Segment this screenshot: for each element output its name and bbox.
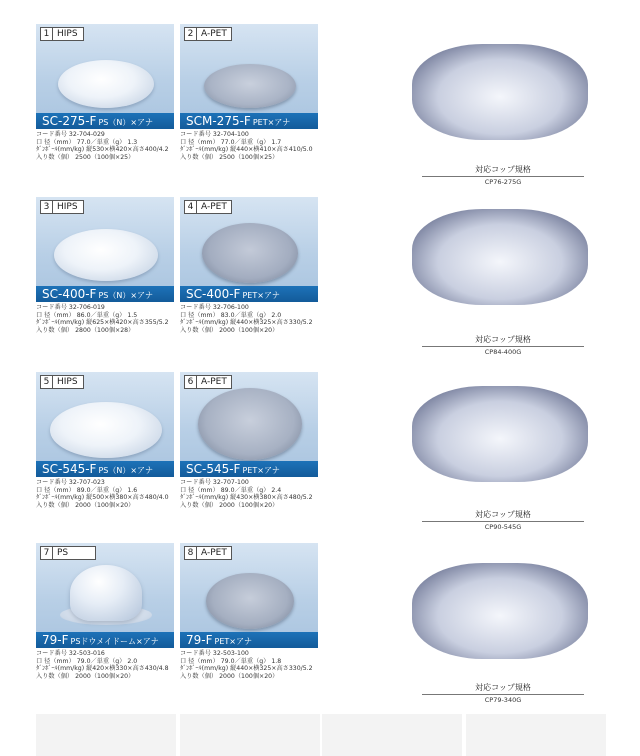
product-card-8[interactable] [180,543,318,703]
product-specs: コード番号 32-704-100 口 径（mm） 77.0／単重（g） 1.7 ﾀﾞﾝﾎﾞｰﾙ(mm/kg) 縦440×横410×高さ410/5.0 入り数（個） 2500（100個×25） [180,131,313,161]
product-subtitle: PET×アナ [242,291,280,300]
product-row-3 [0,372,640,532]
product-row-4 [0,543,640,703]
product-specs: コード番号 32-707-100 口 径（mm） 89.0／単重（g） 2.4 ﾀﾞﾝﾎﾞｰﾙ(mm/kg) 縦430×横380×高さ480/5.2 入り数（個） 2000（100個×20） [180,479,313,509]
cup-photo [412,44,588,140]
product-subtitle: PS（N）×アナ [98,118,154,127]
product-code: SCM-275-F [186,114,251,128]
item-tag: 4 A-PET [184,200,232,214]
cup-spec-code: CP79-340G [484,696,522,704]
divider [422,521,584,522]
product-card-4[interactable] [180,197,318,357]
product-title-bar [180,113,318,129]
item-tag: 2 A-PET [184,27,232,41]
placeholder-card [36,714,176,756]
product-code: SC-545-F [42,462,97,476]
cup-spec-label: 対応コップ規格 [475,510,531,519]
item-tag: 7 PS [40,546,96,560]
product-specs: コード番号 32-704-029 口 径（mm） 77.0／単重（g） 1.3 ﾀﾞﾝﾎﾞｰﾙ(mm/kg) 縦530×横420×高さ400/4.2 入り数（個） 2500（100個×25） [36,131,169,161]
product-card-5[interactable] [36,372,174,532]
cup-photo [412,209,588,305]
lid-image [206,573,294,629]
cup-spec-code: CP84-400G [484,348,522,356]
product-subtitle: PSドウメイドーム×アナ [70,637,159,646]
divider [422,176,584,177]
product-title-bar [180,461,318,477]
product-code: SC-400-F [186,287,241,301]
product-subtitle: PS（N）×アナ [98,466,154,475]
product-specs: コード番号 32-706-019 口 径（mm） 86.0／単重（g） 1.5 ﾀﾞﾝﾎﾞｰﾙ(mm/kg) 縦625×横420×高さ355/5.2 入り数（個） 2800（100個×28） [36,304,169,334]
product-title-bar [36,113,174,129]
product-specs: コード番号 32-503-016 口 径（mm） 79.0／単重（g） 2.0 ﾀﾞﾝﾎﾞｰﾙ(mm/kg) 縦420×横330×高さ430/4.8 入り数（個） 2000（100個×20） [36,650,169,680]
product-card-6[interactable] [180,372,318,532]
placeholder-card [466,714,606,756]
product-subtitle: PET×アナ [252,118,291,127]
item-tag: 6 A-PET [184,375,232,389]
product-card-1[interactable] [36,24,174,184]
lid-image [58,60,154,108]
cup-spec-label: 対応コップ規格 [475,335,531,344]
product-code: 79-F [42,633,69,647]
product-title-bar [36,286,174,302]
divider [422,694,584,695]
product-code: SC-275-F [42,114,97,128]
product-row-1 [0,24,640,184]
dome-image [70,565,142,621]
product-row-2 [0,197,640,357]
cup-spec-code: CP90-545G [484,523,522,531]
product-card-2[interactable] [180,24,318,184]
cup-spec-code: CP76-275G [484,178,522,186]
product-title-bar [180,632,318,648]
product-subtitle: PET×アナ [242,466,280,475]
product-title-bar [180,286,318,302]
product-subtitle: PET×アナ [214,637,252,646]
cup-photo [412,563,588,659]
product-subtitle: PS（N）×アナ [98,291,154,300]
product-code: SC-400-F [42,287,97,301]
lid-image [202,223,298,283]
placeholder-card [180,714,320,756]
item-tag: 5 HIPS [40,375,84,389]
lid-image [50,402,162,458]
cup-spec-label: 対応コップ規格 [475,165,531,174]
lid-image [204,64,296,108]
product-code: SC-545-F [186,462,241,476]
divider [422,346,584,347]
lid-image [54,229,158,281]
cup-photo [412,386,588,482]
product-specs: コード番号 32-707-023 口 径（mm） 89.0／単重（g） 1.6 ﾀﾞﾝﾎﾞｰﾙ(mm/kg) 縦500×横380×高さ480/4.0 入り数（個） 2000（100個×20） [36,479,169,509]
product-specs: コード番号 32-706-100 口 径（mm） 83.0／単重（g） 2.0 ﾀﾞﾝﾎﾞｰﾙ(mm/kg) 縦440×横325×高さ330/5.2 入り数（個） 2000（100個×20） [180,304,313,334]
product-title-bar [36,461,174,477]
lid-image [198,388,302,460]
product-card-7[interactable] [36,543,174,703]
product-code: 79-F [186,633,213,647]
product-title-bar [36,632,174,648]
cup-spec-label: 対応コップ規格 [475,683,531,692]
item-tag: 1 HIPS [40,27,84,41]
product-card-3[interactable] [36,197,174,357]
product-specs: コード番号 32-503-100 口 径（mm） 79.0／単重（g） 1.8 ﾀﾞﾝﾎﾞｰﾙ(mm/kg) 縦440×横325×高さ330/5.2 入り数（個） 2000（100個×20） [180,650,313,680]
item-tag: 3 HIPS [40,200,84,214]
item-tag: 8 A-PET [184,546,232,560]
placeholder-card [322,714,462,756]
